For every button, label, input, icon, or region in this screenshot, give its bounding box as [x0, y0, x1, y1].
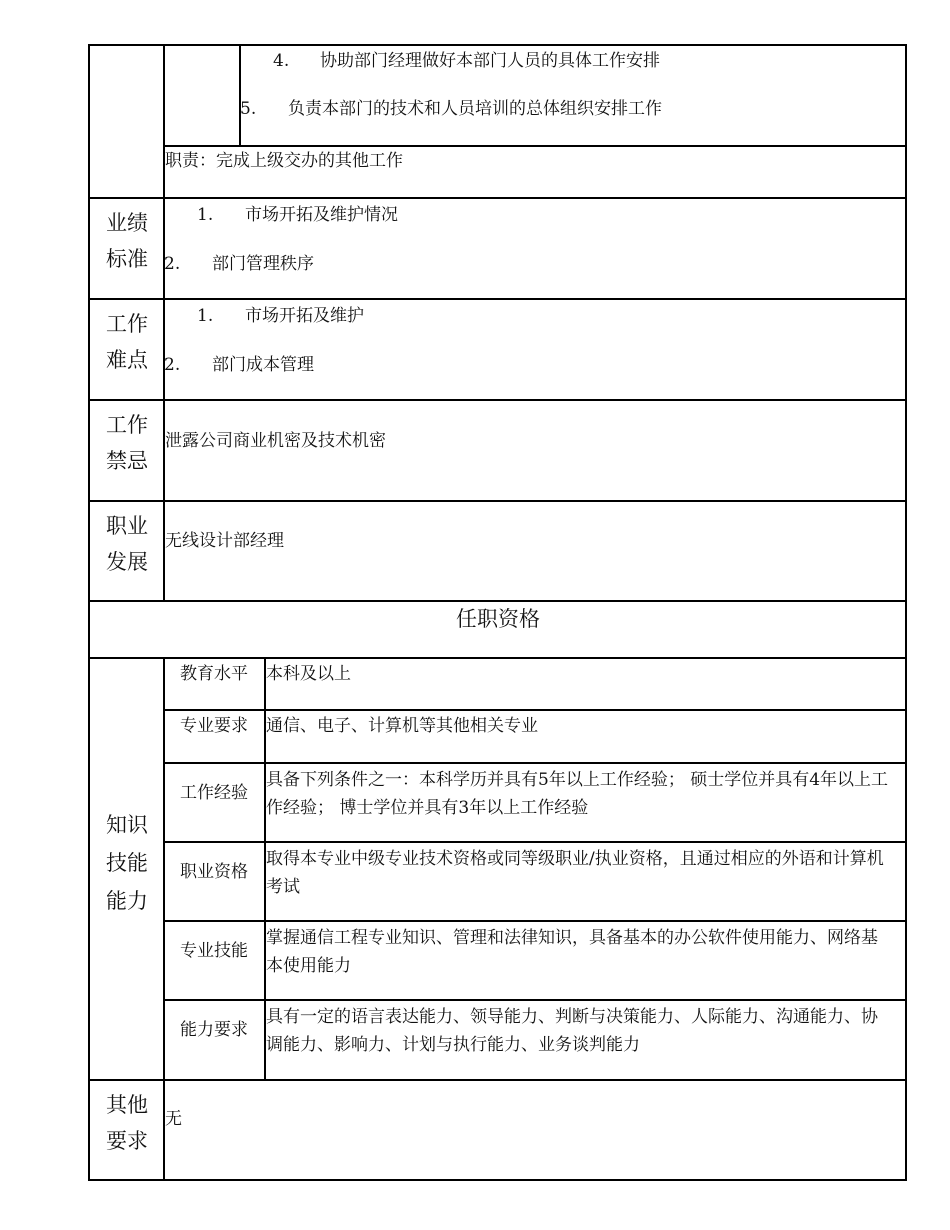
performance-item-2: 部门管理秩序 [212, 254, 314, 274]
divider [88, 1079, 907, 1081]
major-value: 通信、电子、计算机等其他相关专业 [266, 716, 538, 736]
divider [164, 841, 907, 843]
difficulty-number-1: 1. [197, 306, 214, 326]
performance-label: 业绩 标准 [106, 211, 148, 271]
duty-item-5: 负责本部门的技术和人员培训的总体组织安排工作 [288, 99, 662, 119]
experience-label: 工作经验 [180, 783, 248, 803]
divider [88, 399, 907, 401]
education-label: 教育水平 [180, 664, 248, 684]
duty-number-4: 4. [273, 51, 290, 71]
other-requirements-label: 其他 要求 [106, 1093, 148, 1153]
career-label: 职业 发展 [106, 514, 148, 574]
experience-value: 具备下列条件之一：本科学历并具有5年以上工作经验； 硕士学位并具有4年以上工作经验； 博士学位并具有3年以上工作经验 [266, 770, 889, 818]
duty-item-4: 协助部门经理做好本部门人员的具体工作安排 [320, 51, 660, 71]
divider [88, 600, 907, 602]
divider [164, 762, 907, 764]
divider [164, 145, 907, 147]
divider [164, 709, 907, 711]
divider [88, 500, 907, 502]
divider [239, 44, 241, 146]
divider [88, 657, 907, 659]
duty-other: 职责：完成上级交办的其他工作 [165, 151, 403, 171]
performance-number-2: 2. [164, 254, 181, 274]
difficulty-item-1: 市场开拓及维护 [245, 306, 364, 326]
table-border-bottom [88, 1179, 907, 1181]
difficulty-label: 工作 难点 [106, 312, 148, 372]
skills-value: 掌握通信工程专业知识、管理和法律知识，具备基本的办公软件使用能力、网络基本使用能力 [266, 928, 878, 976]
other-requirements-text: 无 [165, 1109, 182, 1129]
career-text: 无线设计部经理 [165, 531, 284, 551]
taboo-text: 泄露公司商业机密及技术机密 [165, 431, 386, 451]
performance-item-1: 市场开拓及维护情况 [245, 205, 398, 225]
difficulty-number-2: 2. [164, 355, 181, 375]
skills-label: 专业技能 [180, 941, 248, 961]
education-value: 本科及以上 [266, 664, 351, 684]
ability-value: 具有一定的语言表达能力、领导能力、判断与决策能力、人际能力、沟通能力、协调能力、影响力、计划与执行能力、业务谈判能力 [266, 1007, 878, 1055]
divider [88, 298, 907, 300]
taboo-label: 工作 禁忌 [106, 413, 148, 473]
divider [164, 999, 907, 1001]
certification-value: 取得本专业中级专业技术资格或同等级职业/执业资格，且通过相应的外语和计算机考试 [266, 849, 884, 897]
certification-label: 职业资格 [180, 862, 248, 882]
knowledge-label: 知识 技能 能力 [106, 813, 148, 913]
divider [164, 920, 907, 922]
qualifications-title: 任职资格 [456, 607, 540, 631]
major-label: 专业要求 [180, 716, 248, 736]
table-border-top [88, 44, 907, 46]
difficulty-item-2: 部门成本管理 [212, 355, 314, 375]
ability-label: 能力要求 [180, 1020, 248, 1040]
divider [88, 197, 907, 199]
performance-number-1: 1. [197, 205, 214, 225]
duty-number-5: 5. [240, 99, 257, 119]
